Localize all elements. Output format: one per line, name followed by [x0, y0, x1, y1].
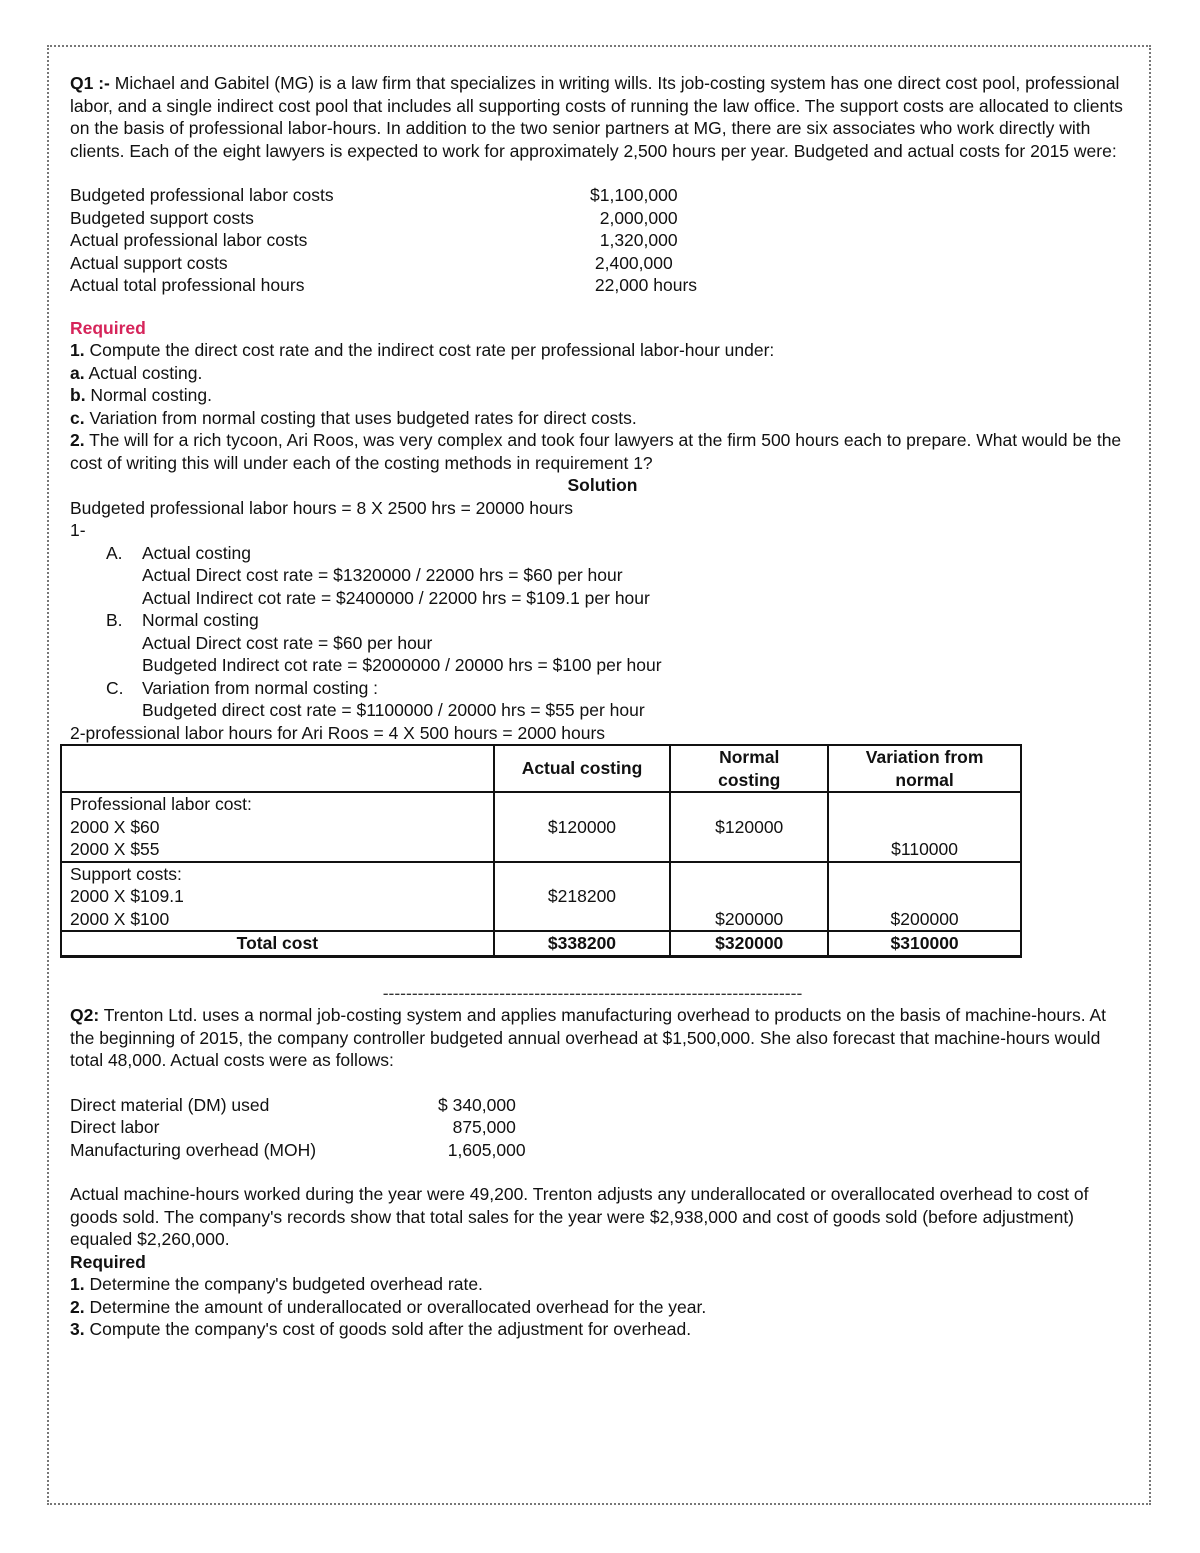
req-text: Normal costing.: [85, 385, 212, 405]
document-body: [70, 72, 1135, 1341]
cost-value: 2,000,000: [590, 207, 678, 228]
total-actual: $338200: [494, 931, 671, 956]
total-normal: $320000: [670, 931, 828, 956]
header-cell: Normal costing: [670, 745, 828, 792]
q2-req1: [70, 1273, 1135, 1296]
cost-label: Budgeted professional labor costs: [70, 185, 334, 205]
req-text: Compute the direct cost rate and the indirect cost rate per professional labor-hour under:: [84, 340, 775, 360]
cost-value: 2,400,000: [590, 252, 673, 273]
cost-label: Budgeted support costs: [70, 207, 254, 228]
cost-row: [70, 1139, 1135, 1162]
row-title: Support costs:: [70, 863, 182, 884]
req-text: Determine the company's budgeted overhead rate.: [84, 1274, 483, 1294]
sol-B2: Budgeted Indirect cot rate = $2000000 / 20000 hrs = $100 per hour: [142, 655, 662, 675]
q2-req2: [70, 1296, 1135, 1319]
cost-value: $1,100,000: [590, 185, 678, 205]
cost-label: Actual professional labor costs: [70, 230, 308, 250]
req-text: Variation from normal costing that uses budgeted rates for direct costs.: [84, 407, 637, 428]
cost-row: [70, 274, 1135, 297]
cost-label: Direct labor: [70, 1117, 160, 1137]
section-divider: ------------------------------------------------------------------------: [382, 982, 803, 1003]
table-row: [61, 792, 1021, 862]
table-header-row: [61, 745, 1021, 792]
cost-label: Actual total professional hours: [70, 275, 305, 295]
req-text: Actual costing.: [84, 362, 203, 383]
cost-row: [70, 229, 1135, 252]
sol-A: [70, 542, 1135, 565]
q2-req3: [70, 1318, 1135, 1341]
req-letter: b.: [70, 385, 86, 405]
cost-value: 22,000 hours: [590, 275, 698, 295]
q2-required-heading: Required: [70, 1251, 146, 1272]
cost-row: [70, 1094, 1135, 1117]
sol-1: 1-: [70, 520, 86, 540]
q1-intro: [70, 72, 1135, 162]
req-text: Compute the company's cost of goods sold after the adjustment for overhead.: [84, 1319, 692, 1339]
cell-value: $200000: [890, 908, 959, 929]
total-variation: $310000: [828, 931, 1021, 956]
req-number: 2.: [70, 1296, 85, 1317]
q1-req1c: [70, 407, 1135, 430]
req-letter: c.: [70, 407, 85, 428]
req-letter: a.: [70, 362, 85, 383]
total-label: Total cost: [61, 931, 494, 956]
list-letter: C.: [106, 677, 124, 698]
q1-req2: [70, 429, 1135, 474]
row-line: 2000 X $60: [70, 816, 160, 837]
solution-heading: Solution: [567, 475, 638, 495]
q2-intro: [70, 1004, 1135, 1072]
cost-row: [70, 184, 1135, 207]
req-number: 1.: [70, 340, 85, 360]
cost-value: 875,000: [438, 1117, 516, 1137]
sol-C-title: Variation from normal costing :: [142, 677, 379, 698]
table-total-row: [61, 931, 1021, 956]
sol-budget-hours: Budgeted professional labor hours = 8 X 2500 hrs = 20000 hours: [70, 497, 573, 518]
q2-intro-text: Trenton Ltd. uses a normal job-costing system and applies manufacturing overhead to products on the basis of machine-hours. At the beginning of 2015, the company controller budgeted annual overhead at $1,500,000. She also forecast that machine-hours would total 48,000. Actual costs were as follows:: [70, 1005, 1107, 1070]
list-letter: B.: [106, 610, 123, 630]
cell-value: $110000: [891, 839, 959, 859]
sol-C1: Budgeted direct cost rate = $1100000 / 20000 hrs = $55 per hour: [142, 700, 645, 720]
header-cell: Variation from normal: [828, 745, 1021, 792]
sol-A2: Actual Indirect cot rate = $2400000 / 22000 hrs = $109.1 per hour: [142, 587, 650, 608]
q1-label: Q1 :-: [70, 73, 110, 93]
header-cell: Actual costing: [494, 745, 671, 792]
req-text: Determine the amount of underallocated or overallocated overhead for the year.: [84, 1296, 707, 1317]
cell-normal: [670, 792, 828, 862]
cell-normal: [670, 862, 828, 932]
q2-cost-list: [70, 1094, 1135, 1162]
row-line: 2000 X $109.1: [70, 886, 184, 906]
cell-actual: [494, 862, 671, 932]
cost-value: $ 340,000: [438, 1094, 516, 1115]
cell-value: $120000: [715, 816, 784, 837]
cost-label: Actual support costs: [70, 252, 228, 273]
cell-value: $120000: [547, 816, 617, 837]
cell-variation: [828, 862, 1021, 932]
cell-variation: [828, 792, 1021, 862]
cell-actual: [494, 792, 671, 862]
row-label-cell: [61, 862, 494, 932]
q1-req1a: [70, 362, 1135, 385]
q1-cost-list: [70, 184, 1135, 297]
row-line: 2000 X $100: [70, 908, 170, 929]
q1-required-heading: Required: [70, 317, 146, 338]
sol-B1: Actual Direct cost rate = $60 per hour: [142, 632, 433, 653]
q1-req1: [70, 339, 1135, 362]
header-cell: [61, 745, 494, 792]
sol-A1: Actual Direct cost rate = $1320000 / 22000 hrs = $60 per hour: [142, 565, 623, 585]
q2-paragraph: Actual machine-hours worked during the year were 49,200. Trenton adjusts any underallocated or overallocated overhead to cost of goods sold. The company's records show that total sales for the year were $2,938,000 and cost of goods sold (before adjustment) equaled $2,260,000.: [70, 1184, 1089, 1249]
list-letter: A.: [106, 542, 123, 563]
sol-B-title: Normal costing: [142, 610, 259, 630]
req-number: 1.: [70, 1274, 85, 1294]
sol-A-title: Actual costing: [142, 542, 251, 563]
cost-label: Manufacturing overhead (MOH): [70, 1139, 317, 1160]
q2-label: Q2:: [70, 1005, 100, 1025]
req-number: 2.: [70, 430, 85, 450]
cost-label: Direct material (DM) used: [70, 1094, 270, 1115]
cell-value: $218200: [547, 886, 617, 906]
cost-comparison-table: [60, 744, 1022, 958]
cost-row: [70, 207, 1135, 230]
q1-req1b: [70, 384, 1135, 407]
cost-value: 1,320,000: [590, 230, 678, 250]
sol-B: [70, 609, 1135, 632]
row-title: Professional labor cost:: [70, 794, 252, 814]
sol-C: [70, 677, 1135, 700]
req-text: The will for a rich tycoon, Ari Roos, was very complex and took four lawyers at the firm 500 hours each to prepare. What would be the cost of writing this will under each of the costing methods in requirement 1?: [70, 430, 1122, 473]
row-line: 2000 X $55: [70, 839, 160, 859]
cell-value: $200000: [715, 908, 784, 929]
req-number: 3.: [70, 1319, 85, 1339]
sol-2: 2-professional labor hours for Ari Roos = 4 X 500 hours = 2000 hours: [70, 722, 606, 743]
table-row: [61, 862, 1021, 932]
row-label-cell: [61, 792, 494, 862]
cost-row: [70, 252, 1135, 275]
cost-value: 1,605,000: [438, 1139, 526, 1160]
q1-intro-text: Michael and Gabitel (MG) is a law firm that specializes in writing wills. Its job-costing system has one direct cost pool, professional labor, and a single indirect cost pool that includes all supporting costs of running the law office. The support costs are allocated to clients on the basis of professional labor-hours. In addition to the two senior partners at MG, there are six associates who work directly with clients. Each of the eight lawyers is expected to work for approximately 2,500 hours per year. Budgeted and actual costs for 2015 were:: [70, 73, 1123, 161]
cost-row: [70, 1116, 1135, 1139]
